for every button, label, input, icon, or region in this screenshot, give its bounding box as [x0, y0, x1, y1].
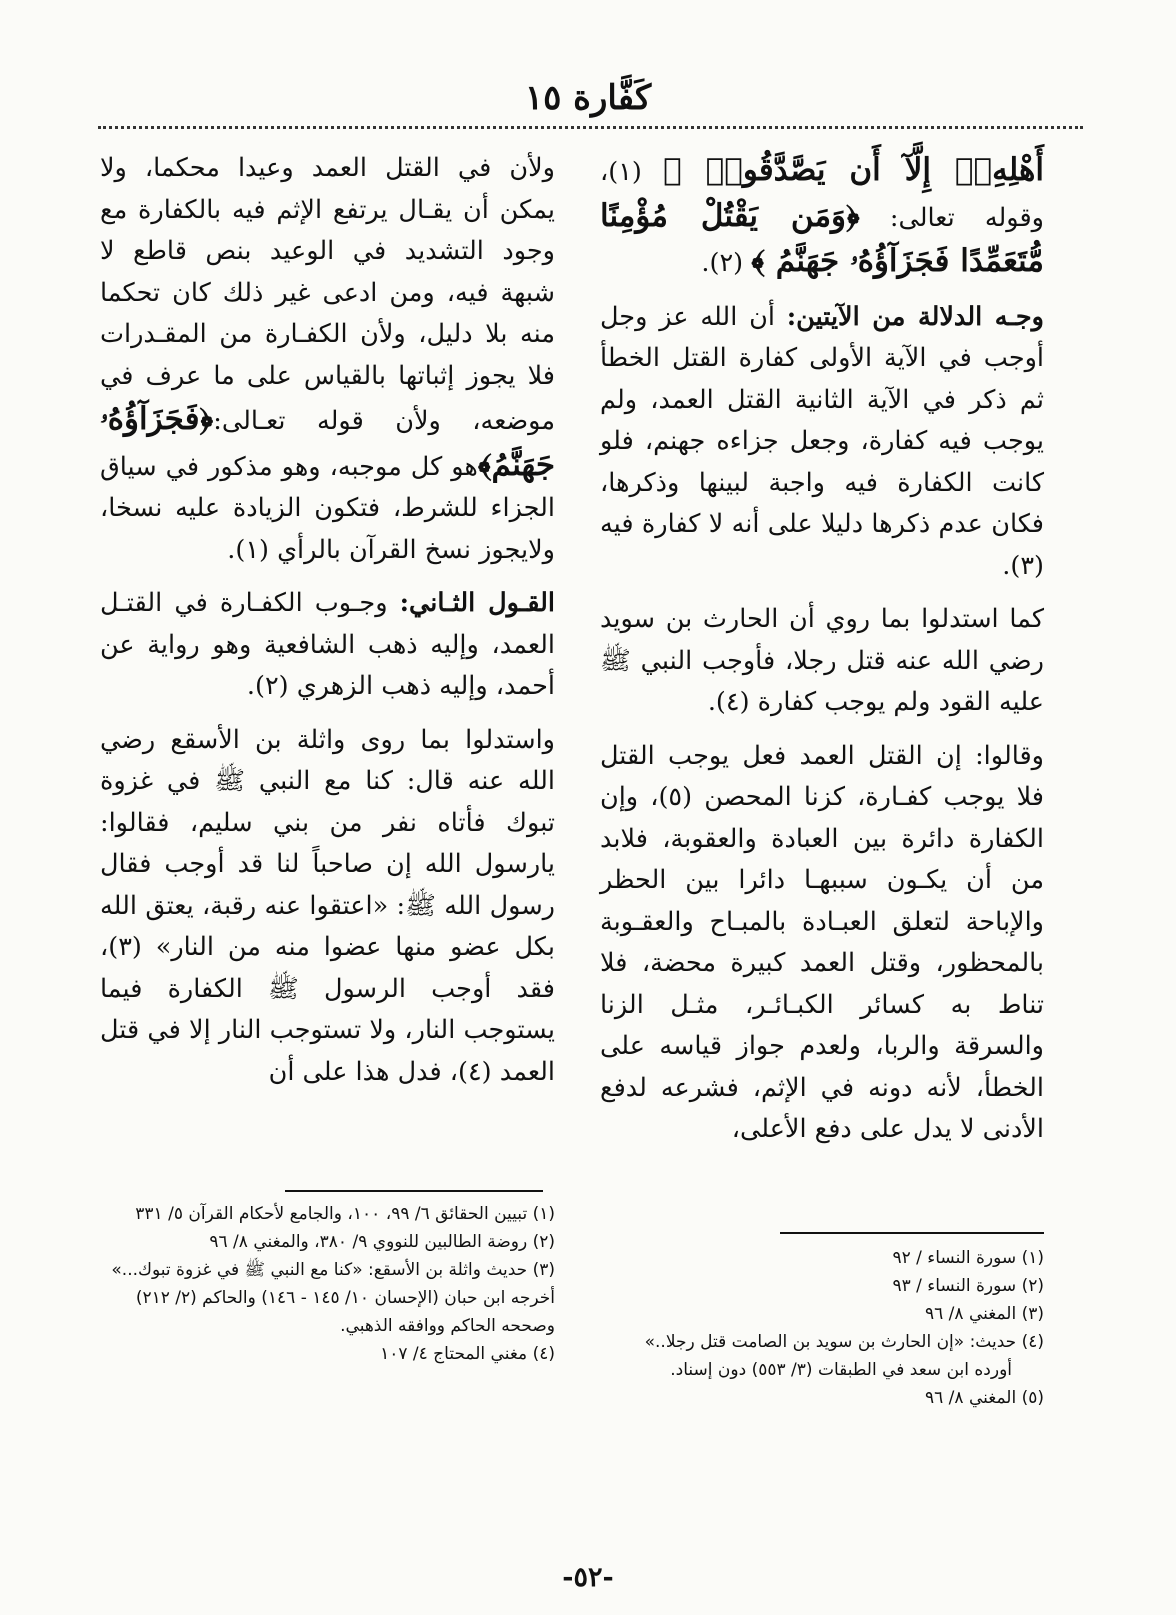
page-number: -٥٢- [562, 1562, 614, 1593]
footnote-item-continued: أورده ابن سعد في الطبقات (٣/ ٥٥٣) دون إسناد. [670, 1360, 1012, 1380]
left-paragraph-second-opinion [100, 583, 555, 708]
footnote-item: (٣) حديث واثلة بن الأسقع: «كنا مع النبي ﷺ في غزوة تبوك...» أخرجه ابن حبان (الإحسان ١٠/ ١٤٥ - ١٤٦) والحاكم (٢/ ٢١٢) وصححه الحاكم ووافقه الذهبي. [111, 1260, 555, 1336]
footnotes-right [600, 1244, 1044, 1412]
header-dotted-rule [98, 126, 1083, 129]
footnote-item: (٤) حديث: «إن الحارث بن سويد بن الصامت قتل رجلا..» [644, 1332, 1044, 1352]
verse-footnote-ref: (٢). [701, 248, 752, 278]
footnote-item: (٣) المغني ٨/ ٩٦ [925, 1304, 1044, 1324]
right-paragraph-argument: وقالوا: إن القتل العمد فعل يوجب القتل فلا يوجب كفـارة، كزنا المحصن (٥)، وإن الكفارة دائرة بين العبادة والعقوبة، فلابد من أن يكـون سببهـا دائرا بين الحظر والإباحة لتعلق العبـادة بالمبـاح والعقـوبة بالمحظور، وقتل العمد كبيرة محضة، فلا تناط به كسائر الكبـائـر، مثـل الزنا والسرقة والربا، ولعدم جواز قياسه على الخطأ، لأنه دونه في الإثم، فشرعه لدفع الأدنى لا يدل على دفع الأعلى، [600, 740, 1044, 1144]
right-paragraph-verses [600, 148, 1044, 285]
second-opinion-heading: القـول الثـاني: [399, 588, 556, 618]
evidence-heading: وجـه الدلالة من الآيتين: [786, 301, 1044, 332]
footnotes-left [100, 1200, 555, 1368]
footnote-item: (١) سورة النساء / ٩٢ [892, 1248, 1044, 1268]
right-paragraph-evidence [600, 297, 1044, 588]
footnote-rule-right [780, 1232, 1044, 1234]
right-column [600, 148, 1044, 1151]
continuation-text-a: ولأن في القتل العمد وعيدا محكما، ولا يمكن أن يقـال يرتفع الإثم فيه بالكفارة مع وجود التشديد في الوعيد بنص قاطع لا شبهة فيه، ومن ادعى غير ذلك كان تحكما منه بلا دليل، ولأن الكفـارة من المقـدرات فلا يجوز إثباتها بالقياس على ما عرف في موضعه، ولأن قوله تعـالى: [100, 153, 555, 436]
left-column [100, 148, 555, 1093]
footnote-rule-left [285, 1190, 543, 1192]
quran-verse-2: ﴿وَمَن يَقْتُلْ مُؤْمِنًا مُّتَعَمِّدًا فَجَزَآؤُهُۥ جَهَنَّمُ ﴾ [600, 197, 1044, 279]
footnote-item: (١) تبيين الحقائق ٦/ ٩٩، ١٠٠، والجامع لأحكام القرآن ٥/ ٣٣١ [135, 1204, 555, 1224]
verse-connector-text: (١)، وقوله تعالى: [600, 157, 1044, 233]
left-paragraph-continuation [100, 148, 555, 571]
running-header-title: كَفَّارة ١٥ [524, 78, 652, 118]
second-opinion-text: وجـوب الكفـارة في القتـل العمد، وإليه ذهب الشافعية وهو رواية عن أحمد، وإليه ذهب الزهري (٢). [100, 588, 555, 701]
footnote-item: (٥) المغني ٨/ ٩٦ [925, 1388, 1044, 1408]
right-paragraph-hadith: كما استدلوا بما روي أن الحارث بن سويد رضي الله عنه قتل رجلا، فأوجب النبي ﷺ عليه القود ولم يوجب كفارة (٤). [600, 604, 1044, 717]
evidence-text: أن الله عز وجل أوجب في الآية الأولى كفارة القتل الخطأ ثم ذكر في الآية الثانية القتل العمد، ولم يوجب فيه كفارة، وجعل جزاءه جهنم، فلو كانت الكفارة فيه واجبة لبينها وذكرها، فكان عدم ذكرها دليلا على أنه لا كفارة فيه (٣). [600, 301, 1044, 581]
footnote-item: (٢) روضة الطالبين للنووي ٩/ ٣٨٠، والمغني ٨/ ٩٦ [209, 1232, 555, 1252]
footnote-item: (٢) سورة النساء / ٩٣ [892, 1276, 1044, 1296]
quran-verse-1: أَهْلِهِۦٓ إِلَّآ أَن يَصَّدَّقُوا۟ ﴾ [663, 152, 1044, 188]
quran-verse-3: ﴿فَجَزَآؤُهُۥ جَهَنَّمُ﴾ [100, 401, 555, 483]
continuation-text-b: هو كل موجبه، وهو مذكور في سياق الجزاء للشرط، فتكون الزيادة عليه نسخا، ولايجوز نسخ القرآن بالرأي (١). [100, 451, 555, 565]
footnote-item: (٤) مغني المحتاج ٤/ ١٠٧ [380, 1344, 555, 1364]
left-paragraph-hadith: واستدلوا بما روى واثلة بن الأسقع رضي الله عنه قال: كنا مع النبي ﷺ في غزوة تبوك فأتاه نفر من بني سليم، فقالوا: يارسول الله إن صاحباً لنا قد أوجب فقال رسول الله ﷺ: «اعتقوا عنه رقبة، يعتق الله بكل عضو منها عضوا منه من النار» (٣)، فقد أوجب الرسول ﷺ الكفارة فيما يستوجب النار، ولا تستوجب النار إلا في قتل العمد (٤)، فدل هذا على أن [100, 724, 555, 1087]
